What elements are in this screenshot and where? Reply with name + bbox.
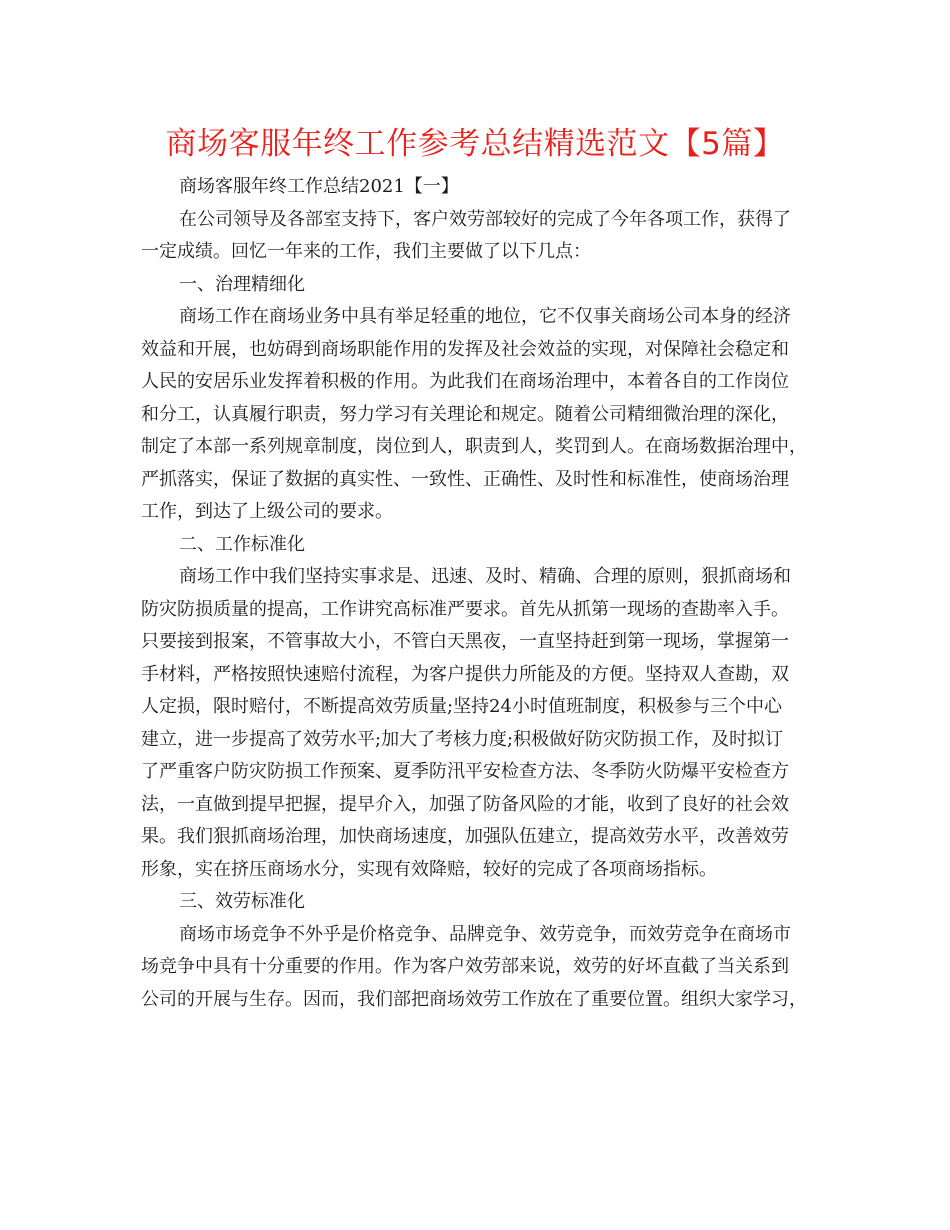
text-line: 三、效劳标准化 (179, 891, 305, 912)
document-title: 商场客服年终工作参考总结精选范文【5篇】 (165, 126, 785, 162)
document-body (141, 171, 821, 1016)
text-line: 人民的安居乐业发挥着积极的作用。为此我们在商场治理中，本着各自的工作岗位 (141, 371, 789, 392)
text-line: 手材料，严格按照快速赔付流程，为客户提供力所能及的方便。坚持双人查勘，双 (141, 663, 789, 685)
text-line: 防灾防损质量的提高，工作讲究高标准严要求。首先从抓第一现场的查勘率入手。 (141, 598, 789, 620)
text-line: 人定损，限时赔付，不断提高效劳质量;坚持24小时值班制度，积极参与三个中心 (141, 696, 782, 717)
text-line: 场竞争中具有十分重要的作用。作为客户效劳部来说，效劳的好坏直截了当关系到 (141, 956, 789, 977)
text-line: 商场客服年终工作总结2021【一】 (179, 176, 459, 197)
text-line: 制定了本部一系列规章制度，岗位到人，职责到人，奖罚到人。在商场数据治理中， (141, 436, 807, 457)
text-line: 严抓落实，保证了数据的真实性、一致性、正确性、及时性和标准性，使商场治理 (141, 468, 789, 490)
text-line: 法，一直做到提早把握，提早介入，加强了防备风险的才能，收到了良好的社会效 (141, 793, 789, 815)
text-line: 形象，实在挤压商场水分，实现有效降赔，较好的完成了各项商场指标。 (141, 858, 717, 880)
text-line: 一定成绩。回忆一年来的工作，我们主要做了以下几点： (141, 241, 591, 262)
text-line: 二、工作标准化 (179, 533, 305, 555)
text-line: 建立，进一步提高了效劳水平;加大了考核力度;积极做好防灾防损工作，及时拟订 (141, 728, 784, 750)
text-line: 一、治理精细化 (179, 273, 305, 295)
text-line: 商场工作在商场业务中具有举足轻重的地位，它不仅事关商场公司本身的经济 (179, 306, 791, 327)
text-line: 商场工作中我们坚持实事求是、迅速、及时、精确、合理的原则，狠抓商场和 (179, 566, 791, 587)
text-line: 在公司领导及各部室支持下，客户效劳部较好的完成了今年各项工作，获得了 (179, 208, 791, 230)
text-line: 公司的开展与生存。因而，我们部把商场效劳工作放在了重要位置。组织大家学习， (141, 988, 807, 1010)
text-line: 效益和开展，也妨碍到商场职能作用的发挥及社会效益的实现，对保障社会稳定和 (141, 338, 789, 360)
text-line: 只要接到报案，不管事故大小，不管白天黑夜，一直坚持赶到第一现场，掌握第一 (141, 631, 789, 652)
text-line: 了严重客户防灾防损工作预案、夏季防汛平安检查方法、冬季防火防爆平安检查方 (141, 761, 789, 782)
text-line: 果。我们狠抓商场治理，加快商场速度，加强队伍建立，提高效劳水平，改善效劳 (141, 826, 789, 847)
text-line: 商场市场竞争不外乎是价格竞争、品牌竞争、效劳竞争，而效劳竞争在商场市 (179, 923, 791, 945)
text-line: 工作，到达了上级公司的要求。 (141, 501, 393, 522)
text-line: 和分工，认真履行职责，努力学习有关理论和规定。随着公司精细微治理的深化， (141, 403, 789, 425)
